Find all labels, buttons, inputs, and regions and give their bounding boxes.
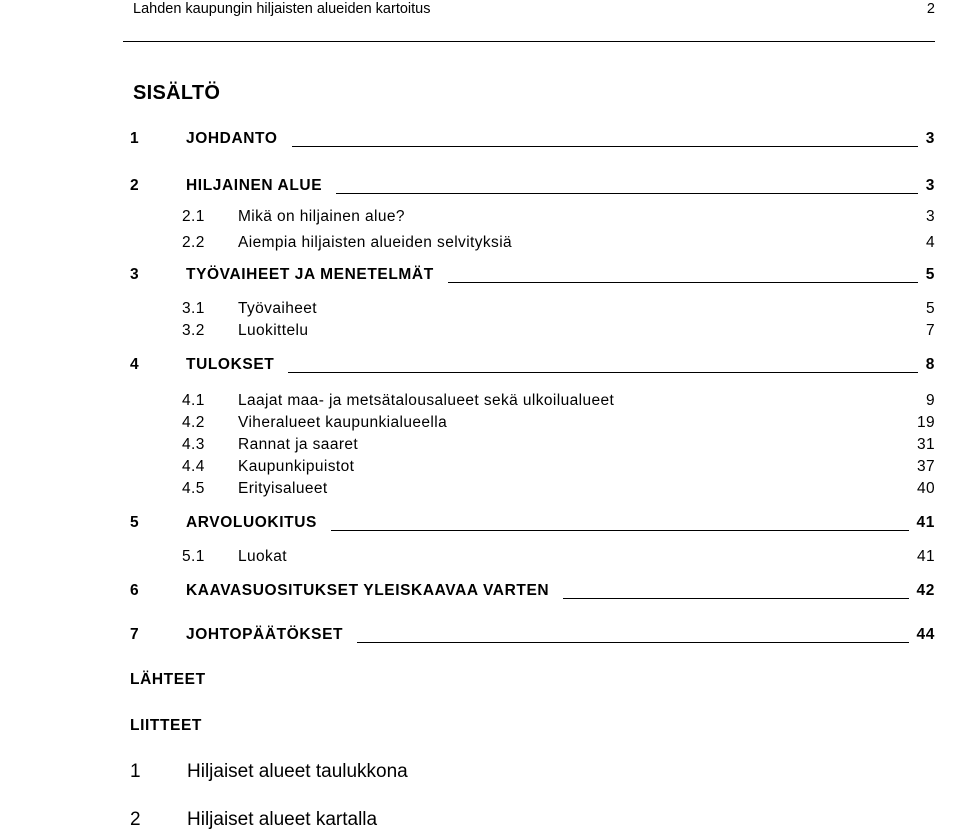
toc-entry-label: Luokittelu: [238, 322, 309, 339]
toc-entry-label: ARVOLUOKITUS: [186, 514, 317, 531]
toc-entry-number: 3.1: [182, 300, 205, 317]
toc-leader-line: [288, 372, 917, 373]
toc-entry[interactable]: [182, 321, 935, 341]
toc-leader-line: [336, 193, 918, 194]
toc-entry-number: 4.1: [182, 392, 205, 409]
toc-entry[interactable]: [182, 413, 935, 433]
toc-entry-number: 3: [130, 266, 140, 283]
toc-entry[interactable]: [130, 581, 935, 601]
appendix-entry: [130, 808, 935, 832]
toc-entry-number: 2: [130, 177, 140, 194]
toc-entry[interactable]: [182, 457, 935, 477]
toc-entry[interactable]: [182, 233, 935, 253]
toc-entry-number: 2.2: [182, 234, 205, 251]
toc-entry-number: 5: [130, 514, 140, 531]
toc-entry-number: 4.4: [182, 458, 205, 475]
toc-entry-label: Erityisalueet: [238, 480, 328, 497]
toc-entry-page: 42: [916, 582, 935, 599]
toc-entry-label: Työvaiheet: [238, 300, 317, 317]
toc-entry-page: 8: [925, 356, 935, 373]
toc-entry-page: 40: [916, 480, 935, 497]
toc-entry[interactable]: [130, 176, 935, 196]
toc-entry-page: 37: [916, 458, 935, 475]
toc-entry[interactable]: [182, 207, 935, 227]
toc-entry-label: JOHDANTO: [186, 130, 278, 147]
toc-entry-page: 41: [916, 514, 935, 531]
toc-entry-page: 9: [925, 392, 935, 409]
toc-entry[interactable]: [182, 547, 935, 567]
toc-leader-line: [357, 642, 908, 643]
toc-entry-page: 41: [916, 548, 935, 565]
toc-entry-number: 2.1: [182, 208, 205, 225]
toc-leader-line: [563, 598, 908, 599]
toc-entry-page: 3: [925, 177, 935, 194]
toc-entry-number: 4.3: [182, 436, 205, 453]
toc-leader-line: [292, 146, 918, 147]
toc-entry-page: 19: [916, 414, 935, 431]
toc-entry-page: 7: [925, 322, 935, 339]
toc-entry-number: 1: [130, 130, 140, 147]
toc-entry-label: TYÖVAIHEET JA MENETELMÄT: [186, 266, 434, 283]
toc-leader-line: [331, 530, 909, 531]
toc-entry-label: Rannat ja saaret: [238, 436, 359, 453]
appendix-number: 1: [130, 761, 141, 782]
toc-entry-page: 31: [916, 436, 935, 453]
toc-entry-number: 4.5: [182, 480, 205, 497]
toc-entry[interactable]: [130, 129, 935, 149]
toc-entry[interactable]: [130, 625, 935, 645]
appendix-label: Hiljaiset alueet kartalla: [187, 809, 378, 830]
toc-entry-page: 3: [925, 208, 935, 225]
toc-entry-number: 4: [130, 356, 140, 373]
toc-entry-page: 4: [925, 234, 935, 251]
references-label: LÄHTEET: [130, 671, 206, 688]
toc-entry-label: TULOKSET: [186, 356, 275, 373]
toc-entry-number: 3.2: [182, 322, 205, 339]
appendices-heading: [130, 716, 935, 736]
toc-entry-number: 4.2: [182, 414, 205, 431]
toc-entry[interactable]: [130, 355, 935, 375]
toc-entry-label: Aiempia hiljaisten alueiden selvityksiä: [238, 234, 513, 251]
appendix-entry: [130, 760, 935, 784]
appendix-label: Hiljaiset alueet taulukkona: [187, 761, 408, 782]
running-header-title: Lahden kaupungin hiljaisten alueiden kartoitus: [133, 1, 431, 17]
header-rule: [123, 41, 935, 42]
toc-entry[interactable]: [182, 435, 935, 455]
toc-entry-label: JOHTOPÄÄTÖKSET: [186, 626, 344, 643]
running-header-page-number: 2: [926, 1, 935, 17]
toc-entry-page: 3: [925, 130, 935, 147]
toc-entry-page: 44: [916, 626, 935, 643]
toc-entry-number: 7: [130, 626, 140, 643]
toc-title: SISÄLTÖ: [133, 82, 221, 104]
toc-entry-page: 5: [925, 266, 935, 283]
toc-entry[interactable]: [130, 513, 935, 533]
appendices-label: LIITTEET: [130, 717, 202, 734]
toc-entry[interactable]: [182, 299, 935, 319]
toc-entry-label: Mikä on hiljainen alue?: [238, 208, 405, 225]
toc-entry-label: Luokat: [238, 548, 287, 565]
toc-entry[interactable]: [130, 265, 935, 285]
toc-entry[interactable]: [182, 391, 935, 411]
references-heading: [130, 670, 935, 690]
appendix-number: 2: [130, 809, 141, 830]
toc-entry-label: Viheralueet kaupunkialueella: [238, 414, 448, 431]
toc-entry-label: Laajat maa- ja metsätalousalueet sekä ulkoilualueet: [238, 392, 615, 409]
toc-entry-page: 5: [925, 300, 935, 317]
toc-entry-label: Kaupunkipuistot: [238, 458, 355, 475]
toc-entry-label: KAAVASUOSITUKSET YLEISKAAVAA VARTEN: [186, 582, 550, 599]
toc-entry-number: 6: [130, 582, 140, 599]
toc-leader-line: [448, 282, 918, 283]
toc-entry[interactable]: [182, 479, 935, 499]
toc-entry-label: HILJAINEN ALUE: [186, 177, 323, 194]
toc-entry-number: 5.1: [182, 548, 205, 565]
